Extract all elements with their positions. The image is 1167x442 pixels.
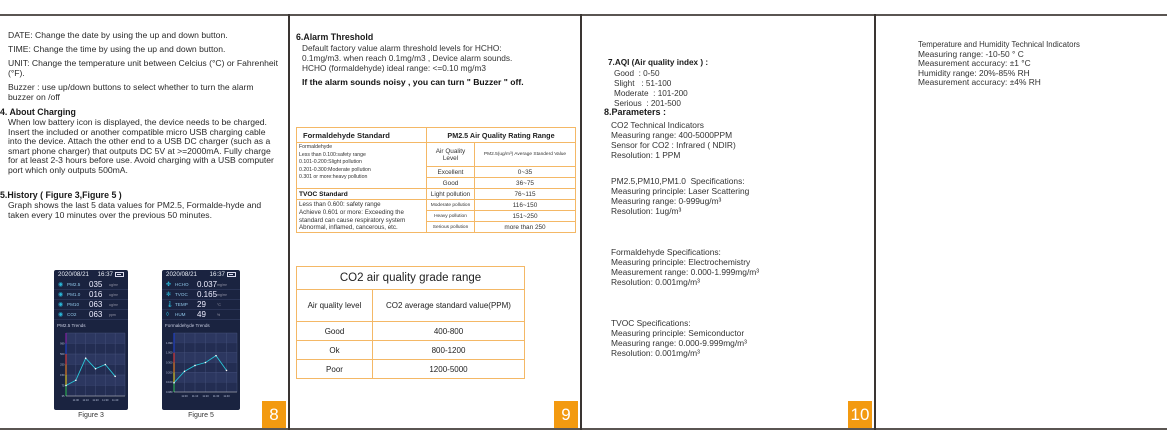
- reading-row: [162, 290, 240, 300]
- reading-label: PM10: [67, 302, 80, 307]
- y-tick-label: 0.200: [166, 371, 173, 375]
- x-tick-label: 11:30: [102, 399, 109, 402]
- formaldehyde-line: 0.301 or more:heavy pollution: [299, 174, 368, 181]
- pm-icon: ◉: [58, 302, 64, 308]
- reading-unit: °C: [217, 302, 221, 307]
- x-tick-label: 11:00: [72, 399, 79, 402]
- spec-line: Measuring range: 0.000-9.999mg/m³: [611, 338, 747, 348]
- setting-unit: UNIT: Change the temperature unit between Celcius (°C) or Fahrenheit (°F).: [8, 58, 278, 78]
- formaldehyde-header: Formaldehyde Standard: [297, 128, 427, 143]
- co2-value: 400-800: [373, 322, 525, 341]
- data-point: [95, 368, 97, 370]
- spec-co2: [611, 120, 736, 160]
- x-tick-label: 11:10: [191, 395, 199, 398]
- reading-label: HCHO: [175, 282, 189, 287]
- buzzer-note: If the alarm sounds noisy , you can turn " Buzzer " off.: [302, 77, 524, 87]
- y-tick-label: 35: [61, 395, 65, 398]
- pm-value: 116~150: [475, 200, 576, 211]
- reading-value: 063: [89, 300, 103, 309]
- aqi-item: Slight : 51-100: [614, 79, 672, 88]
- trend-title: Formaldehyde Trends: [165, 323, 210, 328]
- y-tick-label: 0.300: [166, 361, 173, 365]
- co2-level: Ok: [297, 341, 373, 360]
- figure-caption: Figure 3: [78, 412, 104, 419]
- co2-value: 1200-5000: [373, 360, 525, 379]
- reading-unit: mg/m³: [217, 292, 227, 297]
- aqi-item: Moderate : 101-200: [614, 89, 688, 98]
- pm-value: 0~35: [475, 167, 576, 178]
- reading-unit: ppm: [109, 312, 116, 317]
- data-point: [205, 362, 207, 364]
- spec-tvoc: [611, 318, 747, 358]
- device-screen-figure-5: [162, 270, 240, 410]
- tvoc-line: Less than 0.600: safety range: [299, 201, 381, 208]
- pm-level: Moderate pollution: [427, 200, 475, 211]
- tvoc-ranges: [297, 200, 427, 233]
- x-tick-label: 11:30: [212, 395, 220, 398]
- spec-line: Measurement accuracy: ±1 °C: [918, 58, 1031, 69]
- page-number: 10: [848, 401, 872, 428]
- device-date: 2020/08/21: [166, 271, 197, 278]
- spec-line: Measuring principle: Laser Scattering: [611, 186, 750, 196]
- aqi-heading: 7.AQI (Air quality index ) :: [608, 58, 709, 67]
- data-point: [105, 364, 107, 366]
- reading-value: 29: [197, 300, 206, 309]
- col-header-level: Air Quality Level: [427, 143, 475, 167]
- aqi-item: Good : 0-50: [614, 69, 660, 78]
- charging-body: When low battery icon is displayed, the device needs to be charged. Insert the included or another compatible micro USB charging cable into the device. Attach the other end to a USB DC charger (such as a smart phone charger) that outputs DC 5V at >=2000mA. Fully charge for at least 2-3 hours before use. Avoid charging with a USB computer port which only outputs 500mA.: [8, 117, 274, 175]
- spec-line: Measurement range: 0.000-1.999mg/m³: [611, 267, 760, 277]
- spec-line: Resolution: 0.001mg/m³: [611, 277, 700, 287]
- pm-value: 76~115: [475, 189, 576, 200]
- reading-unit: ug/m³: [109, 282, 118, 287]
- spec-line: Measuring principle: Electrochemistry: [611, 257, 751, 267]
- figure-caption: Figure 5: [188, 412, 214, 419]
- reading-label: TEMP: [175, 302, 188, 307]
- status-bar: [54, 270, 128, 280]
- history-body: Graph shows the last 5 data values for PM2.5, Formalde-hyde and taken every 10 minutes over the previous 50 minutes.: [8, 200, 262, 220]
- reading-row: [54, 280, 128, 290]
- spec-line: Measurement accuracy: ±4% RH: [918, 77, 1041, 88]
- reading-row: [54, 290, 128, 300]
- y-tick-label: 0.100: [166, 381, 173, 385]
- alarm-line: HCHO (formaldehyde) ideal range: <=0.10 mg/m3: [302, 63, 487, 73]
- tvoc-line: Abnormal, inflamed, cancerous, etc.: [299, 224, 398, 232]
- aqi-list: [614, 69, 688, 109]
- data-point: [75, 379, 77, 381]
- setting-buzzer: Buzzer : use up/down buttons to select whether to turn the alarm buzzer on /off: [8, 82, 254, 102]
- formaldehyde-trend-chart: [162, 329, 240, 401]
- reading-row: [162, 300, 240, 310]
- pm25-trend-chart: [54, 329, 128, 405]
- x-tick-label: 11:40: [112, 399, 119, 402]
- co2-icon: ◉: [58, 312, 64, 318]
- data-point: [215, 355, 217, 357]
- pm-value: 36~75: [475, 178, 576, 189]
- spec-line: Measuring range: 400-5000PPM: [611, 130, 733, 140]
- page-number: 9: [554, 401, 578, 428]
- reading-value: 0.037: [197, 280, 218, 289]
- reading-value: 063: [89, 310, 103, 319]
- co2-level: Poor: [297, 360, 373, 379]
- setting-time: TIME: Change the time by using the up and down button.: [8, 44, 226, 54]
- pm-level: Light pollution: [427, 189, 475, 200]
- reading-label: PM2.5: [67, 282, 81, 287]
- thermometer-icon: 🌡: [166, 302, 174, 308]
- reading-unit: ug/m³: [109, 302, 118, 307]
- formaldehyde-line: Formaldehyde: [299, 144, 333, 150]
- spec-title: TVOC Specifications:: [611, 318, 691, 328]
- y-tick-label: 500: [60, 353, 65, 356]
- x-tick-label: 11:10: [82, 399, 89, 402]
- pm-icon: ◉: [58, 292, 64, 298]
- y-tick-label: 0.080: [166, 391, 173, 394]
- pm25-header: PM2.5 Air Quality Rating Range: [427, 128, 576, 143]
- reading-label: TVOC: [175, 292, 188, 297]
- page-9: [290, 16, 580, 428]
- device-screen-figure-3: [54, 270, 128, 410]
- data-point: [184, 371, 186, 373]
- y-tick-label: 250: [60, 363, 65, 367]
- spec-line: Sensor for CO2 : Infrared ( NDIR): [611, 140, 736, 150]
- reading-row: [54, 300, 128, 310]
- col-header-value: PM2.5(ug/m³) Average Standerd Value: [475, 143, 576, 167]
- device-time: 16:37: [97, 271, 113, 278]
- data-point: [173, 382, 175, 384]
- data-point: [194, 365, 196, 367]
- co2-level: Good: [297, 322, 373, 341]
- reading-value: 035: [89, 280, 103, 289]
- standards-table: [296, 127, 576, 233]
- spec-title: CO2 Technical Indicators: [611, 120, 704, 130]
- reading-label: PM1.0: [67, 292, 81, 297]
- x-tick-label: 11:40: [223, 395, 230, 398]
- page-10: [582, 16, 874, 428]
- pm-level: Good: [427, 178, 475, 189]
- reading-row: [54, 310, 128, 320]
- formaldehyde-ranges: [297, 143, 427, 189]
- reading-unit: ug/m³: [109, 292, 118, 297]
- formaldehyde-line: 0.101-0.200:Slight pollution: [299, 159, 362, 166]
- device-time: 16:37: [209, 271, 225, 278]
- alarm-body: [302, 43, 572, 73]
- reading-value: 49: [197, 310, 206, 319]
- trend-title: PM2.5 Trends: [57, 323, 86, 328]
- formaldehyde-line: Less than 0.100:safety range: [299, 151, 366, 158]
- pm-level: Excellent: [427, 167, 475, 178]
- spec-line: Measuring range: 0-999ug/m³: [611, 196, 722, 206]
- page-number: 8: [262, 401, 286, 428]
- y-tick-label: 999: [60, 342, 65, 346]
- pm-level: Heavy pollution: [427, 211, 475, 222]
- y-tick-label: 150: [60, 374, 65, 377]
- x-tick-label: 11:20: [92, 399, 99, 402]
- spec-line: Resolution: 0.001mg/m³: [611, 348, 700, 358]
- spec-line: Resolution: 1 PPM: [611, 150, 681, 160]
- battery-icon: [227, 272, 236, 277]
- page-11: [876, 16, 1167, 428]
- reading-label: CO2: [67, 312, 77, 317]
- alarm-line: Default factory value alarm threshold levels for HCHO:: [302, 43, 502, 53]
- snowflake-icon: ✻: [166, 292, 172, 298]
- spec-title: PM2.5,PM10,PM1.0 Specifications:: [611, 176, 745, 186]
- spec-title: Temperature and Humidity Technical Indicators: [918, 40, 1080, 49]
- aqi-item: Serious : 201-500: [614, 99, 681, 108]
- alarm-heading: 6.Alarm Threshold: [296, 32, 374, 42]
- y-tick-label: 75: [61, 384, 65, 388]
- spec-temp-humidity: [918, 40, 1080, 88]
- spec-line: Measuring principle: Semiconductor: [611, 328, 745, 338]
- pm-value: more than 250: [475, 222, 576, 233]
- x-tick-label: 11:20: [202, 395, 209, 398]
- co2-grade-table: [296, 266, 525, 379]
- charging-heading: 4. About Charging: [0, 107, 76, 117]
- reading-value: 0.165: [197, 290, 218, 299]
- data-point: [226, 370, 228, 372]
- pm-level: Serious pollution: [427, 222, 475, 233]
- device-date: 2020/08/21: [58, 271, 89, 278]
- reading-label: HUM: [175, 312, 186, 317]
- formaldehyde-line: 0.201-0.300:Moderate pollution: [299, 166, 371, 173]
- spec-formaldehyde: [611, 247, 759, 287]
- pm-value: 151~250: [475, 211, 576, 222]
- status-bar: [162, 270, 240, 280]
- history-heading: 5.History ( Figure 3,Figure 5 ): [0, 190, 122, 200]
- reading-row: [162, 310, 240, 320]
- droplet-icon: ◊: [166, 311, 169, 318]
- tvoc-line: Achieve 0.601 or more: Exceeding the standard can cause respiratory system: [299, 208, 406, 224]
- data-point: [114, 376, 116, 378]
- page-8: [0, 16, 288, 428]
- co2-value: 800-1200: [373, 341, 525, 360]
- alarm-line: 0.1mg/m3. when reach 0.1mg/m3 , Device alarm sounds.: [302, 53, 513, 63]
- spec-line: Resolution: 1ug/m³: [611, 206, 682, 216]
- co2-col-header: CO2 average standard value(PPM): [373, 290, 525, 322]
- reading-unit: %: [217, 312, 221, 317]
- co2-col-header: Air quality level: [297, 290, 373, 322]
- x-tick-label: 11:00: [181, 395, 188, 398]
- spec-pm: [611, 176, 749, 216]
- fan-icon: ✤: [166, 282, 172, 288]
- spec-title: Formaldehyde Specifications:: [611, 247, 721, 257]
- setting-date: DATE: Change the date by using the up and down button.: [8, 30, 228, 40]
- spec-line: Humidity range: 20%-85% RH: [918, 67, 1030, 78]
- y-tick-label: 1.000: [166, 351, 173, 355]
- co2-table-title: CO2 air quality grade range: [297, 267, 525, 290]
- parameters-heading: 8.Parameters :: [604, 107, 667, 117]
- pm-icon: ◉: [58, 282, 64, 288]
- reading-row: [162, 280, 240, 290]
- spec-line: Measuring range: -10-50 ° C: [918, 48, 1024, 59]
- reading-value: 016: [89, 290, 103, 299]
- data-point: [65, 385, 67, 387]
- bottom-rule: [0, 428, 1167, 430]
- data-point: [85, 357, 87, 359]
- battery-icon: [115, 272, 124, 277]
- tvoc-header: TVOC Standard: [297, 189, 427, 200]
- y-tick-label: 1.999: [166, 341, 173, 345]
- reading-unit: mg/m³: [217, 282, 227, 287]
